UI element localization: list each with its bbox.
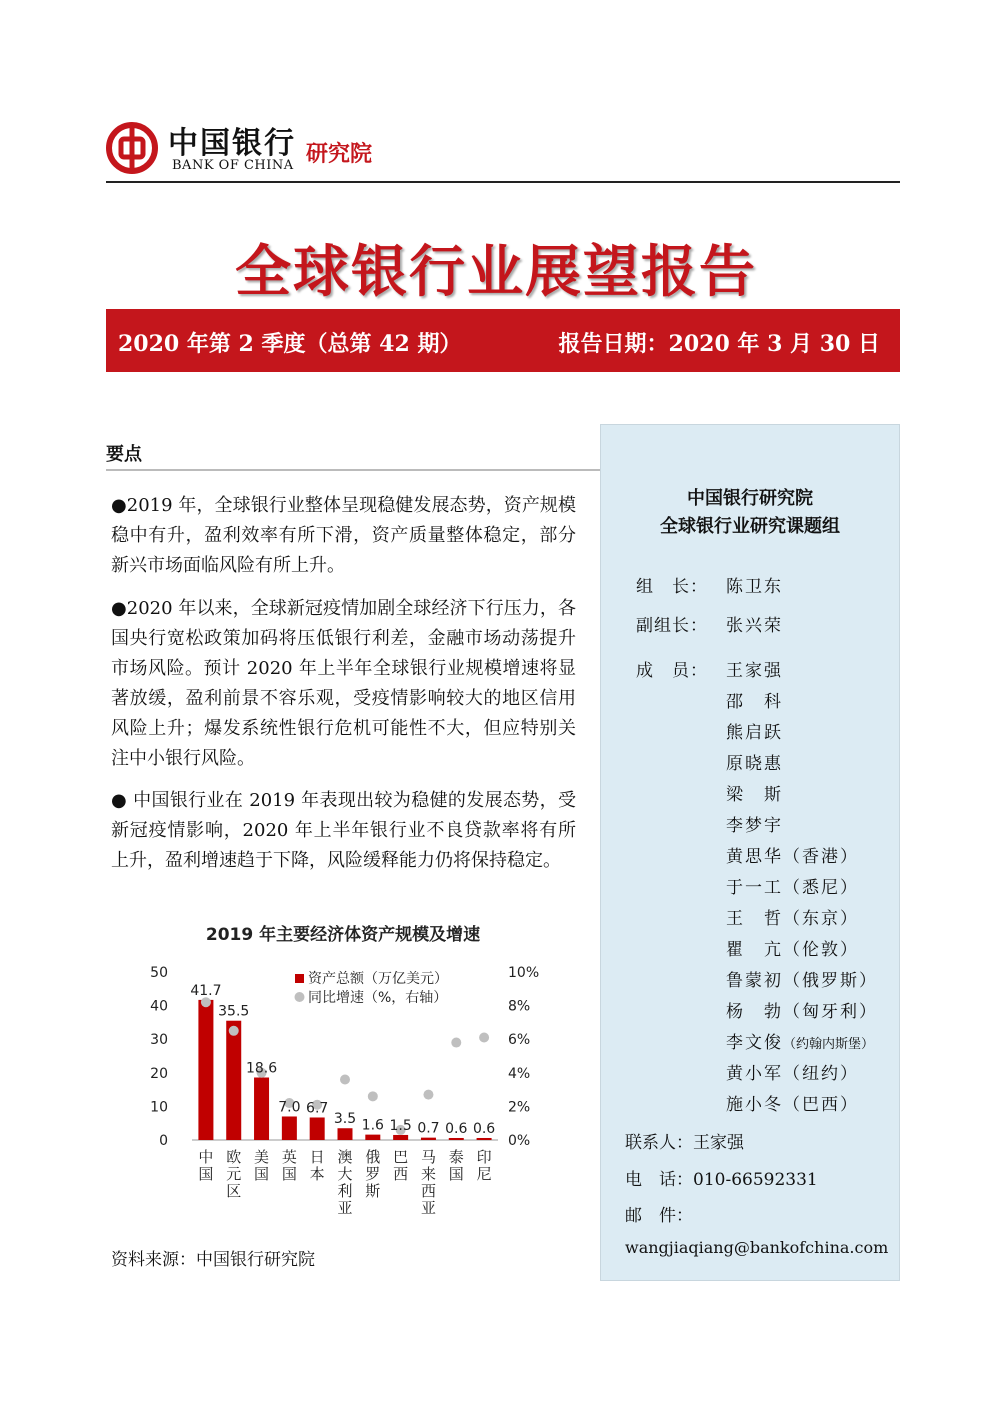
bar-value-label: 1.5 (389, 1117, 412, 1134)
x-category-label: 国 (254, 1165, 270, 1183)
members-role-label: 成 员： (636, 661, 708, 681)
member-name: 杨 勃 (726, 1002, 783, 1022)
bar-value-label: 0.6 (445, 1120, 468, 1137)
legend-point-swatch (295, 992, 305, 1002)
team-member (726, 966, 878, 991)
x-category-label: 澳 (337, 1148, 353, 1166)
y-right-tick-label: 4% (508, 1065, 531, 1082)
panel-group-title: 全球银行业研究课题组 (660, 516, 840, 537)
chart-source: 资料来源：中国银行研究院 (111, 1250, 315, 1270)
growth-point (451, 1038, 461, 1048)
growth-point (229, 1026, 239, 1036)
x-category-label: 欧 (226, 1148, 242, 1166)
x-category-label: 俄 (365, 1148, 381, 1166)
member-location: （伦敦） (783, 940, 859, 960)
x-category-label: 区 (226, 1182, 242, 1200)
x-category-label: 巴 (393, 1148, 409, 1166)
team-member (726, 687, 783, 712)
x-category-label: 元 (226, 1165, 242, 1183)
member-name: 李梦宇 (726, 816, 783, 836)
team-member (726, 1059, 859, 1084)
header-divider (106, 181, 900, 183)
bar (282, 1116, 297, 1140)
y-left-tick-label: 50 (150, 965, 168, 981)
x-category-label: 本 (309, 1165, 325, 1183)
legend-bar-swatch (295, 974, 304, 983)
x-category-label: 罗 (365, 1165, 381, 1183)
member-name: 瞿 亢 (726, 940, 783, 960)
member-name: 李文俊 (726, 1033, 783, 1053)
contact-person: 联系人：王家强 (625, 1133, 744, 1153)
member-location: （纽约） (783, 1064, 859, 1084)
x-category-label: 国 (448, 1165, 464, 1183)
x-category-label: 亚 (337, 1199, 353, 1217)
team-leader-name: 陈卫东 (726, 577, 783, 597)
team-member (726, 718, 783, 743)
member-name: 于一工 (726, 878, 783, 898)
member-location: （巴西） (783, 1095, 859, 1115)
bar-value-label: 6.7 (306, 1100, 329, 1117)
bar (226, 1021, 241, 1140)
deputy-role-label: 副组长： (636, 616, 708, 636)
x-category-label: 马 (420, 1148, 436, 1166)
member-location: （匈牙利） (783, 1002, 878, 1022)
member-name: 原晓惠 (726, 754, 783, 774)
y-left-tick-label: 20 (150, 1065, 168, 1082)
bank-name-cn: 中国银行 (168, 126, 296, 161)
asset-size-chart (106, 955, 600, 1225)
member-name: 梁 斯 (726, 785, 783, 805)
x-category-label: 国 (281, 1165, 297, 1183)
bar (421, 1138, 436, 1140)
key-point-paragraph: ●2019 年，全球银行业整体呈现稳健发展态势，资产规模稳中有升，盈利效率有所下滑，资产质量整体稳定，部分新兴市场面临风险有所上升。 (111, 495, 576, 576)
growth-point (368, 1091, 378, 1101)
key-point-paragraph: ● 中国银行业在 2019 年表现出较为稳健的发展态势，受新冠疫情影响，2020 年上半年银行业不良贷款率将有所上升，盈利增速趋于下降，风险缓释能力仍将保持稳定。 (111, 790, 576, 871)
y-left-tick-label: 30 (150, 1032, 168, 1049)
bar-value-label: 0.7 (417, 1120, 440, 1137)
x-category-label: 西 (393, 1165, 409, 1183)
member-name: 王 哲 (726, 909, 783, 929)
x-category-label: 斯 (365, 1182, 381, 1200)
y-left-tick-label: 0 (159, 1133, 168, 1149)
y-left-tick-label: 10 (150, 1099, 168, 1116)
x-category-label: 利 (337, 1182, 353, 1200)
member-location: （东京） (783, 909, 859, 929)
team-member (726, 904, 859, 929)
y-right-tick-label: 6% (508, 1032, 531, 1049)
x-category-label: 尼 (476, 1165, 492, 1183)
report-title: 全球银行业展望报告 (235, 239, 757, 305)
team-member (726, 1028, 874, 1053)
member-name: 鲁蒙初 (726, 971, 783, 991)
team-member (726, 656, 783, 681)
team-member (726, 873, 859, 898)
member-name: 黄小军 (726, 1064, 783, 1084)
bar (393, 1135, 408, 1140)
contact-phone: 电 话：010-66592331 (625, 1170, 818, 1190)
bar (365, 1135, 380, 1140)
member-location: （香港） (783, 847, 859, 867)
contact-email[interactable]: wangjiaqiang@bankofchina.com (625, 1238, 889, 1257)
bar-value-label: 7.0 (278, 1099, 301, 1116)
team-member (726, 842, 859, 867)
member-location: （悉尼） (783, 878, 859, 898)
y-right-tick-label: 8% (508, 998, 531, 1015)
growth-point (340, 1075, 350, 1085)
member-name: 熊启跃 (726, 723, 783, 743)
x-category-label: 来 (420, 1165, 436, 1183)
x-category-label: 西 (420, 1182, 436, 1200)
key-point-paragraph: ●2020 年以来，全球新冠疫情加剧全球经济下行压力，各国央行宽松政策加码将压低银行利差，金融市场动荡提升市场风险。预计 2020 年上半年全球银行业规模增速将显著放缓，盈利前景不容乐观，受疫情影响较大的地区信用风险上升；爆发系统性银行危机可能性不大，但应特别关注中小银行风险。 (111, 598, 576, 769)
y-left-tick-label: 40 (150, 998, 168, 1015)
y-right-tick-label: 0% (508, 1133, 531, 1149)
bar (449, 1138, 464, 1140)
member-name: 黄思华 (726, 847, 783, 867)
key-points-heading: 要点 (106, 444, 142, 465)
bar-value-label: 1.6 (361, 1117, 384, 1134)
x-category-label: 泰 (448, 1148, 464, 1166)
leader-role-label: 组 长： (636, 577, 708, 597)
x-category-label: 国 (198, 1165, 214, 1183)
report-date: 报告日期：2020 年 3 月 30 日 (558, 331, 880, 357)
issue-number: 2020 年第 2 季度（总第 42 期） (118, 331, 462, 357)
y-right-tick-label: 10% (508, 965, 540, 981)
bar-value-label: 35.5 (218, 1003, 250, 1020)
contact-email-label[interactable]: 邮 件： (625, 1206, 693, 1226)
bank-name-en: BANK OF CHINA (172, 158, 294, 173)
member-name: 王家强 (726, 661, 783, 681)
team-member (726, 749, 783, 774)
bank-of-china-logo-icon (106, 122, 158, 174)
team-member (726, 811, 783, 836)
team-member (726, 1090, 859, 1115)
bar (198, 1000, 213, 1140)
x-category-label: 亚 (420, 1199, 436, 1217)
deputy-leader-name: 张兴荣 (726, 616, 783, 636)
member-name: 邵 科 (726, 692, 783, 712)
growth-point (479, 1033, 489, 1043)
x-category-label: 中 (198, 1148, 214, 1166)
x-category-label: 美 (254, 1148, 270, 1166)
x-category-label: 大 (337, 1165, 353, 1183)
growth-point (423, 1090, 433, 1100)
member-location: （俄罗斯） (783, 971, 878, 991)
bar (254, 1078, 269, 1140)
member-name: 施小冬 (726, 1095, 783, 1115)
y-right-tick-label: 2% (508, 1099, 531, 1116)
legend-bar-label: 资产总额（万亿美元） (308, 971, 448, 987)
legend-point-label: 同比增速（%，右轴） (308, 990, 448, 1006)
bar-value-label: 18.6 (245, 1060, 278, 1077)
bar-value-label: 41.7 (190, 982, 222, 999)
bar (477, 1138, 492, 1140)
chart-title: 2019 年主要经济体资产规模及增速 (205, 925, 481, 945)
team-member (726, 935, 859, 960)
bar-value-label: 0.6 (472, 1120, 496, 1137)
x-category-label: 日 (309, 1148, 325, 1166)
bar (310, 1117, 325, 1140)
member-location: （约翰内斯堡） (783, 1037, 875, 1052)
panel-org-title: 中国银行研究院 (687, 488, 813, 509)
bar (338, 1128, 353, 1140)
bar-value-label: 3.5 (333, 1111, 357, 1128)
team-member (726, 997, 878, 1022)
x-category-label: 印 (476, 1148, 492, 1166)
institute-label: 研究院 (306, 141, 373, 167)
key-points-divider (106, 469, 600, 471)
x-category-label: 英 (281, 1148, 297, 1166)
team-member (726, 780, 783, 805)
